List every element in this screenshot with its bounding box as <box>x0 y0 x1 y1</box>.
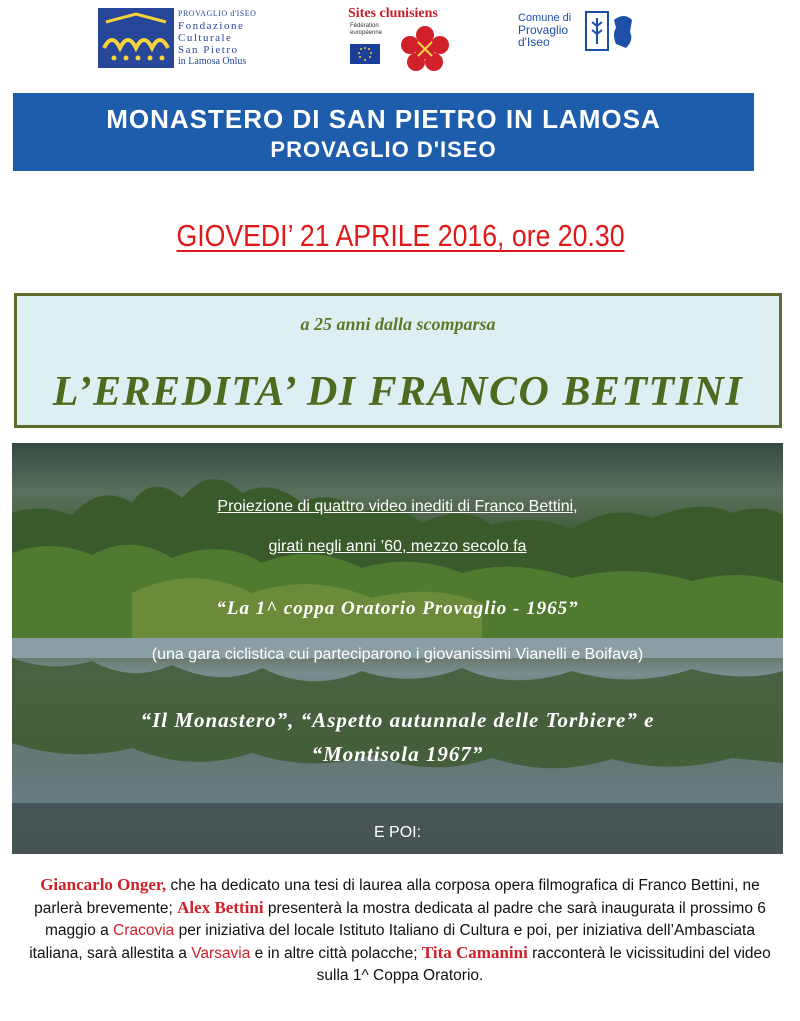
city-krakow: Cracovia <box>113 922 175 939</box>
speaker-name-3: Tita Camanini <box>421 943 528 962</box>
video-1-title: “La 1^ coppa Oratorio Provaglio - 1965” <box>216 598 579 619</box>
sites-title: Sites clunisiens <box>348 6 438 21</box>
fondazione-top: PROVAGLIO d'ISEO <box>178 9 257 18</box>
comune-crest-icon <box>584 10 636 59</box>
videos-2-line-1: “Il Monastero”, “Aspetto autunnale delle Torbiere” e <box>140 708 655 732</box>
comune-line-1: Comune di <box>518 12 572 24</box>
sites-subtitle: Fédération européenne <box>350 23 383 36</box>
event-date <box>0 218 800 254</box>
eu-flag-icon <box>350 44 380 64</box>
speaker-name-2: Alex Bettini <box>177 898 264 917</box>
video-1-note: (una gara ciclistica cui parteciparono i giovanissimi Vianelli e Boifava) <box>151 646 644 663</box>
header-title: MONASTERO DI SAN PIETRO IN LAMOSA <box>106 104 661 134</box>
header-subtitle: PROVAGLIO D'ISEO <box>270 137 497 162</box>
bottom-text-4: e in altre città polacche; <box>250 945 422 962</box>
bottom-text-1: che ha dedicato una tesi di laurea alla corposa opera filmografica di Franco Bettini, ne parlerà brevemente; <box>34 877 760 917</box>
event-subtitle: a 25 anni dalla scomparsa <box>300 314 496 334</box>
comune-logo <box>518 10 638 60</box>
city-warsaw: Varsavia <box>191 945 251 962</box>
cluny-rose-icon <box>400 26 450 77</box>
fondazione-logo <box>98 8 288 70</box>
fondazione-name-3: San Pietro <box>178 44 239 56</box>
bottom-text-2: presenterà la mostra dedicata al padre che sarà inaugurata il prossimo 6 maggio a <box>45 900 766 939</box>
and-then-label: E POI: <box>373 824 422 841</box>
event-date-text: GIOVEDI’ 21 APRILE 2016, ore 20.30 <box>175 218 625 253</box>
comune-line-3: d'Iseo <box>518 35 550 49</box>
bottom-text-3: per iniziativa del locale Istituto Italiano di Cultura e poi, per iniziativa dell’Ambasciata italiana, sarà allestita a <box>29 922 755 962</box>
comune-line-2: Provaglio <box>518 23 569 37</box>
fondazione-bottom: in Lamosa Onlus <box>178 56 247 67</box>
speaker-name-1: Giancarlo Onger, <box>40 875 167 894</box>
fondazione-text <box>178 8 256 68</box>
bottom-paragraph <box>20 874 780 987</box>
comune-text <box>518 12 571 48</box>
projection-line-1: Proiezione di quattro video inediti di Franco Bettini, <box>217 498 578 515</box>
videos-2-line-2: “Montisola 1967” <box>311 742 484 766</box>
sites-clunisiens-logo <box>348 6 458 72</box>
fondazione-name-1: Fondazione <box>178 20 245 32</box>
bottom-text-5: racconterà le vicissitudini del video sulla 1^ Coppa Oratorio. <box>316 945 771 984</box>
fondazione-emblem-icon <box>98 8 174 68</box>
event-title: L’EREDITA’ DI FRANCO BETTINI <box>52 369 744 415</box>
fondazione-name-2: Culturale <box>178 32 233 44</box>
projection-line-2: girati negli anni ’60, mezzo secolo fa <box>268 538 527 555</box>
